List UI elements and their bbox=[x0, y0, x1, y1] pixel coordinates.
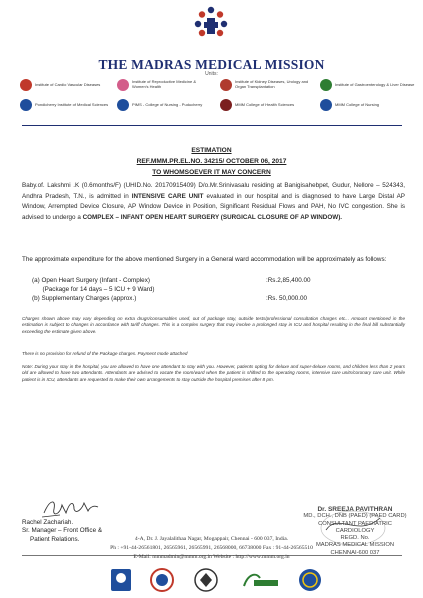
unit-name: PIMS - College of Nursing - Puducherry bbox=[132, 101, 203, 107]
crest-icon bbox=[20, 99, 32, 111]
doctor-hospital: MADRAS MEDICAL MISSION bbox=[315, 542, 395, 549]
signatory-title: Sr. Manager – Front Office & bbox=[22, 527, 103, 535]
signature-scribble bbox=[40, 495, 100, 521]
footer-phone: Ph : +91-44-26561801, 26565961, 26565991, 26568000, 66738000 Fax : 91-44-26565510 bbox=[110, 545, 313, 551]
list-item bbox=[22, 295, 405, 305]
estimation-heading: ESTIMATION bbox=[191, 147, 232, 154]
crest-icon bbox=[117, 99, 129, 111]
to-whom-heading: TO WHOMSOEVER IT MAY CONCERN bbox=[152, 169, 271, 176]
refund-note: There is no provision for refund of the Package charges. Payment mode attached bbox=[22, 351, 188, 356]
footer-email: E-Mail: mmmadmin@mmm.org.in Website : http://www.mmm.org.in bbox=[133, 554, 290, 560]
heart-icon bbox=[20, 79, 32, 91]
green-ot-badge-icon bbox=[240, 568, 280, 592]
unit-item bbox=[220, 79, 315, 91]
reference-number: REF.MMM.PR.EL.NO. 34215/ OCTOBER 06, 2017 bbox=[136, 158, 287, 165]
procedure-text: COMPLEX – INFANT OPEN HEART SURGERY (SURGICAL CLOSURE OF AP WINDOW). bbox=[82, 214, 343, 222]
diagnosis-text: evaluated in our hospital and is diagnosed to have Large Distal AP Window, Arrempted Device Closure, AP Window Device in Position, Significant Residual Flows and PAH, No IVC congestion. She is advised to undergo a bbox=[22, 192, 406, 222]
unit-name: Institute of Gastroenterology & Liver Disease bbox=[335, 81, 415, 87]
unit-item bbox=[220, 99, 315, 111]
crest-icon bbox=[320, 99, 332, 111]
flower-icon bbox=[117, 79, 129, 91]
unit-name: MMM College of Health Sciences bbox=[235, 101, 295, 107]
nabh-badge-icon bbox=[150, 568, 174, 592]
patient-paragraph bbox=[22, 181, 405, 224]
doctor-regd: REGD. No. bbox=[340, 535, 370, 542]
tuv-badge-icon bbox=[110, 568, 132, 592]
doctor-name: Dr. SREEJA PAVITHRAN bbox=[317, 506, 393, 513]
nabl-badge-icon bbox=[194, 568, 218, 592]
unit-item bbox=[320, 99, 415, 111]
unit-item bbox=[20, 99, 115, 111]
jci-badge-icon bbox=[298, 568, 322, 592]
doctor-qualification: MD., DCH., DNB (PAED) (PAED CARD) bbox=[303, 513, 407, 520]
doctor-designation: CONSULTANT PAEDIATRIC CARDIOLOGY bbox=[318, 520, 392, 534]
footer-address: 4-A, Dr. J. Jayalalithaa Nagar, Mogappair, Chennai - 600 037, India. bbox=[134, 536, 289, 542]
unit-name: Pondicherry Institute of Medical Sciences bbox=[35, 101, 109, 107]
charge-label: (Package for 14 days – 5 ICU + 9 Ward) bbox=[32, 286, 155, 293]
attendant-note: Note: During your stay in the hospital, you are allowed to have one attendant to stay with you. However, patients opting for deluxe and super-deluxe rooms, and children less than 2 years old are allowed to have two attendants. Attendants are advised to vacate the room/ward when the patient is shifted to the operating rooms, intensive care units/coronary care unit. While patient is in ICU, attendants are requested to make their own arrangements to stay outside the hospital premises after 8 pm. bbox=[22, 364, 405, 382]
charge-amount: :Rs.2,85,400.00 bbox=[266, 277, 311, 284]
charge-amount: :Rs. 50,000.00 bbox=[266, 295, 307, 302]
charge-label: (b) Supplementary Charges (approx.) bbox=[32, 295, 137, 302]
kidney-icon bbox=[220, 79, 232, 91]
accreditation-badges bbox=[110, 568, 330, 594]
charge-label: (a) Open Heart Surgery (Infant - Complex) bbox=[32, 277, 150, 284]
unit-text: INTENSIVE CARE UNIT bbox=[131, 192, 204, 200]
header-divider bbox=[22, 125, 402, 126]
liver-icon bbox=[320, 79, 332, 91]
unit-item bbox=[320, 79, 415, 91]
expenditure-intro: The approximate expenditure for the above mentioned Surgery in a General ward accommodation will be approximately as follows: bbox=[22, 256, 387, 263]
crest-icon bbox=[220, 99, 232, 111]
unit-name: Institute of Reproductive Medicine & Women's Health bbox=[132, 79, 197, 89]
unit-item bbox=[20, 79, 115, 91]
unit-name: Institute of Cardio Vascular Diseases bbox=[35, 81, 101, 87]
charges-note: Charges shown above may vary depending on extra drugs/consumables used, out of package stay, outside tests/professional consultation charges etc... Amount mentioned in the estimation is subject to changes in accordance with tariff changes. This is a complex surgery that may involve a prolonged stay in ICU and hospital resulting in the final bill substantially exceeding the estimate given above. bbox=[22, 316, 405, 334]
unit-name: Institute of Kidney Diseases, Urology and Organ Transplantation bbox=[235, 79, 309, 89]
signatory-title: Patient Relations. bbox=[30, 535, 80, 543]
unit-name: MMM College of Nursing bbox=[335, 101, 380, 107]
organization-title: THE MADRAS MEDICAL MISSION bbox=[98, 57, 325, 72]
unit-item bbox=[117, 99, 212, 111]
units-label: Units: bbox=[205, 71, 218, 77]
unit-item bbox=[117, 79, 212, 91]
doctor-city: CHENNAI-600 037 bbox=[330, 549, 380, 556]
signatory-name: Rachel Zachariah. bbox=[22, 519, 74, 526]
mmm-logo-icon bbox=[193, 5, 229, 41]
intro-text: Baby.of. Lakshmi .K (0.6months/F) (UHID.No. 20170915409) D/o.Mr.Srinivasalu residing at Banigisahebpet, Gudur, Nellore – 524343, Andhra Pradesh, T.N., is admitted in bbox=[22, 182, 405, 200]
